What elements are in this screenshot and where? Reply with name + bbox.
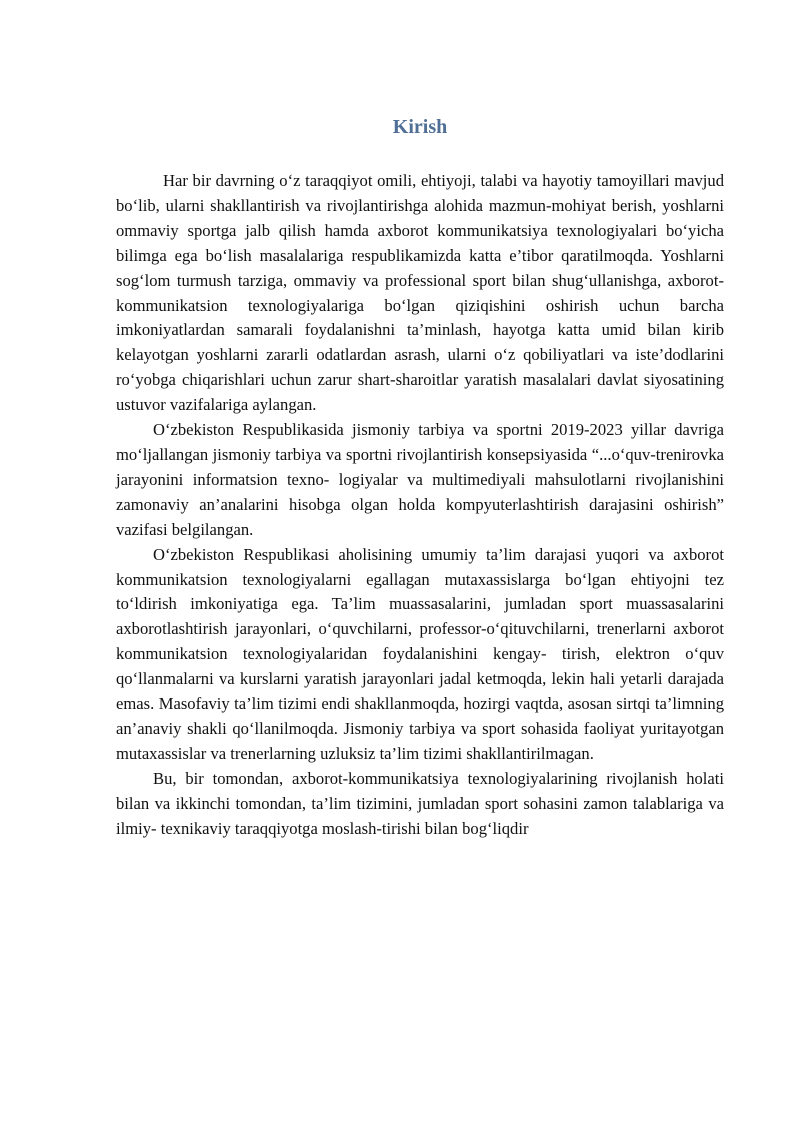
document-page (116, 112, 724, 841)
page-title: Kirish (392, 116, 448, 138)
paragraph-2: O‘zbekiston Respublikasida jismoniy tarbiya va sportni 2019-2023 yillar davriga mo‘ljallangan jismoniy tarbiya va sportni rivojlantirish konsepsiyasida “...o‘quv-trenirovka jarayonini informatsion texno- logiyalar va multimediyali mahsulotlarni rivojlanishini zamonaviy an’analarini hisobga olgan holda kompyuterlashtirish darajasini oshirish” vazifasi belgilangan. (116, 420, 724, 539)
paragraph-4: Bu, bir tomondan, axborot-kommunikatsiya texnologiyalarining rivojlanish holati bilan va ikkinchi tomondan, ta’lim tizimini, jumladan sport sohasini zamon talablariga va ilmiy- texnikaviy taraqqiyotga moslash-tirishi bilan bog‘liqdir (116, 768, 724, 838)
paragraph-3: O‘zbekiston Respublikasi aholisining umumiy ta’lim darajasi yuqori va axborot kommunikatsion texnologiyalarni egallagan mutaxassislarga bo‘lgan ehtiyojni tez to‘ldirish imkoniyatiga ega. Ta’lim muassasalarini, jumladan sport muassasalarini axborotlashtirish jarayonlari, o‘quvchilarni, professor-o‘qituvchilarni, trenerlarni axborot kommunikatsion texnologiyalaridan foydalanishini kengay- tirish, elektron o‘quv qo‘llanmalarni va kurslarni yaratish jarayonlari jadal ketmoqda, lekin hali yetarli darajada emas. Masofaviy ta’lim tizimi endi shakllanmoqda, hozirgi vaqtda, asosan sirtqi ta’limning an’anaviy shakli qo‘llanilmoqda. Jismoniy tarbiya va sport sohasida faoliyat yuritayotgan mutaxassislar va trenerlarning uzluksiz ta’lim tizimi shakllantirilmagan. (116, 544, 724, 763)
paragraph-1: Har bir davrning o‘z taraqqiyot omili, ehtiyoji, talabi va hayotiy tamoyillari mavjud bo‘lib, ularni shakllantirish va rivojlantirishga alohida mazmun-mohiyat berish, yoshlarni ommaviy sportga jalb qilish hamda axborot kommunikatsiya texnologiyalari bo‘yicha bilimga ega bo‘lish masalalariga respublikamizda katta e’tibor qaratilmoqda. Yoshlarni sog‘lom turmush tarziga, ommaviy va professional sport bilan shug‘ullanishga, axborot-kommunikatsion texnologiyalariga bo‘lgan qiziqishini oshirish uchun barcha imkoniyatlardan samarali foydalanishni ta’minlash, hayotga katta umid bilan kirib kelayotgan yoshlarni zararli odatlardan asrash, ularni o‘z qobiliyatlari va iste’dodlarini ro‘yobga chiqarishlari uchun zarur shart-sharoitlar yaratish masalalari davlat siyosatining ustuvor vazifalariga aylangan. (116, 171, 724, 415)
